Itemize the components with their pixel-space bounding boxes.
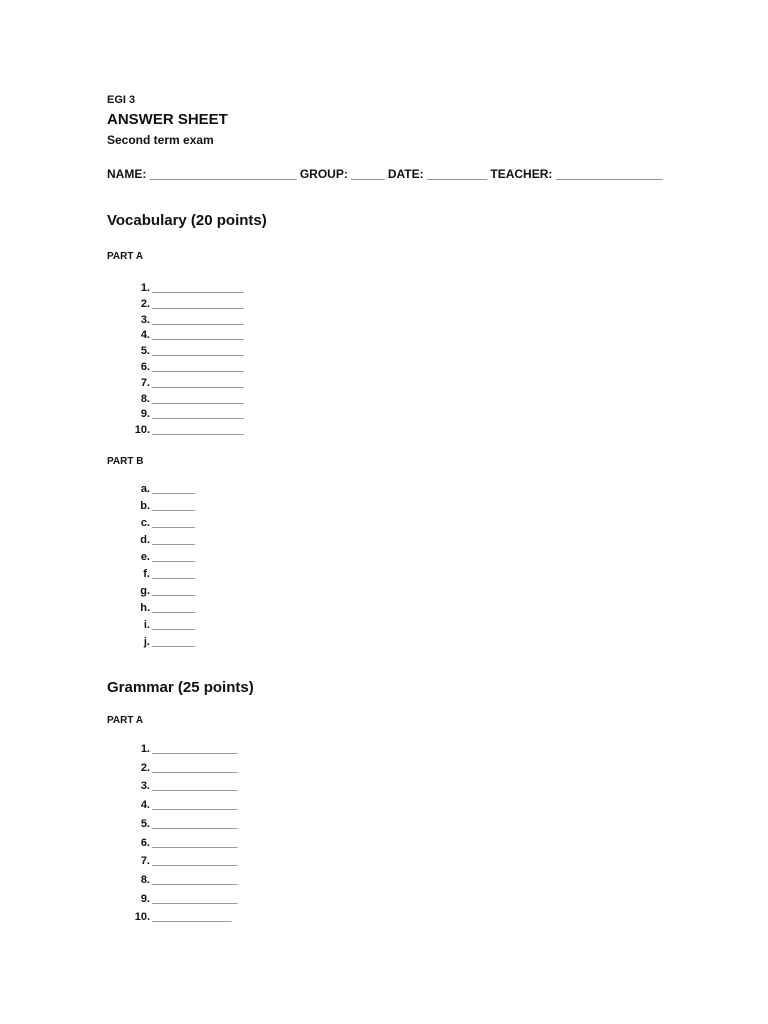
answer-blank: _______ bbox=[152, 551, 195, 563]
item-marker: 4. bbox=[140, 799, 150, 812]
answer-blank: ______________ bbox=[152, 780, 238, 793]
item-marker: 1. bbox=[140, 282, 150, 294]
answer-item bbox=[0, 517, 300, 533]
student-info-fields: NAME: ______________________ GROUP: _____ DATE: _________ TEACHER: ________________ bbox=[107, 167, 663, 181]
answer-blank: ______________ bbox=[152, 836, 238, 849]
item-marker: d. bbox=[140, 534, 150, 546]
grammar-part-a-label: PART A bbox=[107, 715, 144, 726]
answer-blank: _______________ bbox=[152, 408, 244, 421]
item-marker: j. bbox=[143, 636, 150, 648]
answer-item bbox=[0, 483, 300, 499]
item-marker: 9. bbox=[140, 408, 150, 421]
answer-item bbox=[0, 345, 300, 361]
item-marker: 8. bbox=[140, 873, 150, 886]
answer-item bbox=[0, 799, 300, 815]
answer-blank: _______________ bbox=[152, 329, 244, 342]
answer-blank: _______________ bbox=[152, 313, 244, 326]
item-marker: b. bbox=[140, 500, 150, 512]
item-marker: c. bbox=[140, 517, 150, 529]
answer-blank: _______ bbox=[152, 619, 195, 631]
item-marker: 4. bbox=[140, 329, 150, 342]
answer-item bbox=[0, 636, 300, 652]
answer-item bbox=[0, 855, 300, 871]
answer-blank: _______________ bbox=[152, 424, 244, 437]
vocabulary-part-b-label: PART B bbox=[107, 456, 144, 467]
answer-item bbox=[0, 762, 300, 778]
grammar-heading: Grammar (25 points) bbox=[107, 679, 254, 696]
answer-item bbox=[0, 893, 300, 909]
answer-item bbox=[0, 298, 300, 314]
answer-item bbox=[0, 282, 300, 298]
answer-blank: ______________ bbox=[152, 799, 238, 812]
answer-blank: _______ bbox=[152, 500, 195, 512]
answer-item bbox=[0, 780, 300, 796]
answer-item bbox=[0, 408, 300, 424]
answer-blank: _____________ bbox=[152, 911, 232, 924]
page-subtitle: Second term exam bbox=[107, 133, 214, 147]
answer-blank: _______ bbox=[152, 483, 195, 495]
item-marker: 2. bbox=[140, 297, 150, 310]
answer-item bbox=[0, 818, 300, 834]
answer-blank: _______________ bbox=[152, 376, 244, 389]
item-marker: 10. bbox=[134, 424, 150, 437]
answer-item bbox=[0, 602, 300, 618]
item-marker: 1. bbox=[140, 743, 150, 755]
item-marker: 9. bbox=[140, 892, 150, 905]
item-marker: 2. bbox=[140, 761, 150, 774]
answer-blank: ______________ bbox=[152, 817, 238, 830]
answer-blank: ______________ bbox=[152, 873, 238, 886]
answer-item bbox=[0, 393, 300, 409]
answer-item bbox=[0, 743, 300, 759]
answer-blank: _______________ bbox=[152, 297, 244, 310]
answer-item bbox=[0, 500, 300, 516]
answer-item bbox=[0, 551, 300, 567]
item-marker: 5. bbox=[140, 817, 150, 830]
answer-blank: ______________ bbox=[152, 743, 238, 755]
answer-blank: _______ bbox=[152, 568, 195, 580]
answer-item bbox=[0, 911, 300, 927]
answer-blank: _______________ bbox=[152, 392, 244, 405]
item-marker: 8. bbox=[140, 392, 150, 405]
answer-blank: ______________ bbox=[152, 892, 238, 905]
answer-item bbox=[0, 424, 300, 440]
item-marker: 6. bbox=[140, 836, 150, 849]
item-marker: i. bbox=[143, 619, 150, 631]
item-marker: 7. bbox=[140, 376, 150, 389]
item-marker: g. bbox=[140, 585, 150, 597]
item-marker: f. bbox=[143, 568, 150, 580]
answer-blank: _______________ bbox=[152, 361, 244, 373]
item-marker: 3. bbox=[140, 780, 150, 793]
answer-item bbox=[0, 534, 300, 550]
answer-item bbox=[0, 329, 300, 345]
course-code: EGI 3 bbox=[107, 94, 136, 106]
answer-blank: ______________ bbox=[152, 855, 238, 868]
item-marker: h. bbox=[140, 602, 150, 614]
answer-blank: _______ bbox=[152, 534, 195, 546]
answer-blank: ______________ bbox=[152, 761, 238, 774]
item-marker: 5. bbox=[140, 345, 150, 358]
item-marker: 6. bbox=[140, 361, 150, 373]
item-marker: e. bbox=[140, 551, 150, 563]
vocabulary-part-a-label: PART A bbox=[107, 251, 144, 262]
item-marker: 3. bbox=[140, 313, 150, 326]
item-marker: 7. bbox=[140, 855, 150, 868]
vocabulary-heading: Vocabulary (20 points) bbox=[107, 212, 267, 229]
answer-item bbox=[0, 314, 300, 330]
answer-blank: _______ bbox=[152, 602, 195, 614]
answer-item bbox=[0, 585, 300, 601]
item-marker: a. bbox=[140, 483, 150, 495]
answer-blank: _______________ bbox=[152, 345, 244, 358]
answer-blank: _______ bbox=[152, 636, 195, 648]
item-marker: 10. bbox=[134, 911, 150, 924]
answer-item bbox=[0, 361, 300, 377]
page-title: ANSWER SHEET bbox=[107, 111, 228, 128]
answer-blank: _______ bbox=[152, 517, 195, 529]
answer-item bbox=[0, 837, 300, 853]
answer-item bbox=[0, 619, 300, 635]
answer-item bbox=[0, 568, 300, 584]
answer-item bbox=[0, 377, 300, 393]
answer-blank: _______________ bbox=[152, 282, 244, 294]
answer-blank: _______ bbox=[152, 585, 195, 597]
answer-item bbox=[0, 874, 300, 890]
